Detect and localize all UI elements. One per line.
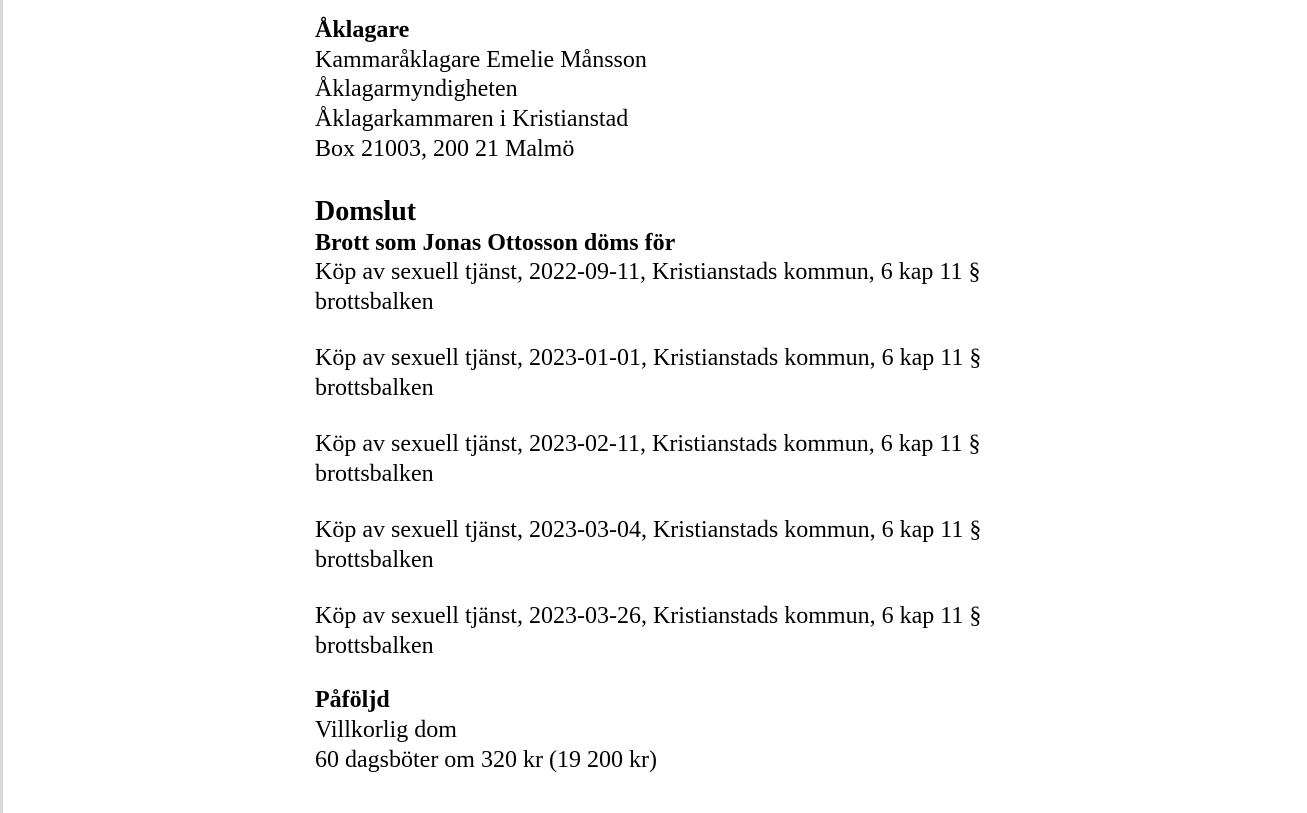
offense-item: [315, 516, 1075, 575]
prosecutor-section: [315, 16, 1075, 165]
offense-description: Köp av sexuell tjänst, 2023-02-11, Kristianstads kommun, 6 kap 11 §: [315, 431, 981, 458]
crimes-heading: Brott som Jonas Ottosson döms för: [315, 229, 676, 256]
offense-description: Köp av sexuell tjänst, 2023-03-04, Kristianstads kommun, 6 kap 11 §: [315, 516, 982, 543]
offense-law: brottsbalken: [315, 460, 434, 487]
offense-item: [315, 430, 1075, 489]
offense-item: [315, 258, 1075, 317]
page-left-border: [0, 0, 3, 813]
penalty-section: [315, 686, 1075, 775]
verdict-section: [315, 195, 1075, 776]
document-page: [315, 16, 1075, 775]
prosecutor-address: Box 21003, 200 21 Malmö: [315, 135, 575, 162]
prosecutor-authority: Åklagarmyndigheten: [315, 76, 518, 103]
prosecutor-heading: Åklagare: [315, 17, 410, 43]
offense-description: Köp av sexuell tjänst, 2023-01-01, Kristianstads kommun, 6 kap 11 §: [315, 345, 982, 372]
penalty-type: Villkorlig dom: [315, 716, 457, 743]
offense-law: brottsbalken: [315, 546, 434, 573]
offense-list: [315, 258, 1075, 661]
prosecutor-title-name: Kammaråklagare Emelie Månsson: [315, 46, 647, 73]
offense-law: brottsbalken: [315, 374, 434, 401]
penalty-fine: 60 dagsböter om 320 kr (19 200 kr): [315, 746, 657, 773]
offense-item: [315, 344, 1075, 403]
offense-description: Köp av sexuell tjänst, 2022-09-11, Kristianstads kommun, 6 kap 11 §: [315, 259, 981, 286]
offense-law: brottsbalken: [315, 632, 434, 659]
offense-description: Köp av sexuell tjänst, 2023-03-26, Kristianstads kommun, 6 kap 11 §: [315, 602, 982, 629]
offense-item: [315, 602, 1075, 661]
penalty-heading: Påföljd: [315, 687, 390, 714]
offense-law: brottsbalken: [315, 288, 434, 315]
prosecutor-office: Åklagarkammaren i Kristianstad: [315, 106, 629, 133]
verdict-heading: Domslut: [315, 195, 417, 227]
